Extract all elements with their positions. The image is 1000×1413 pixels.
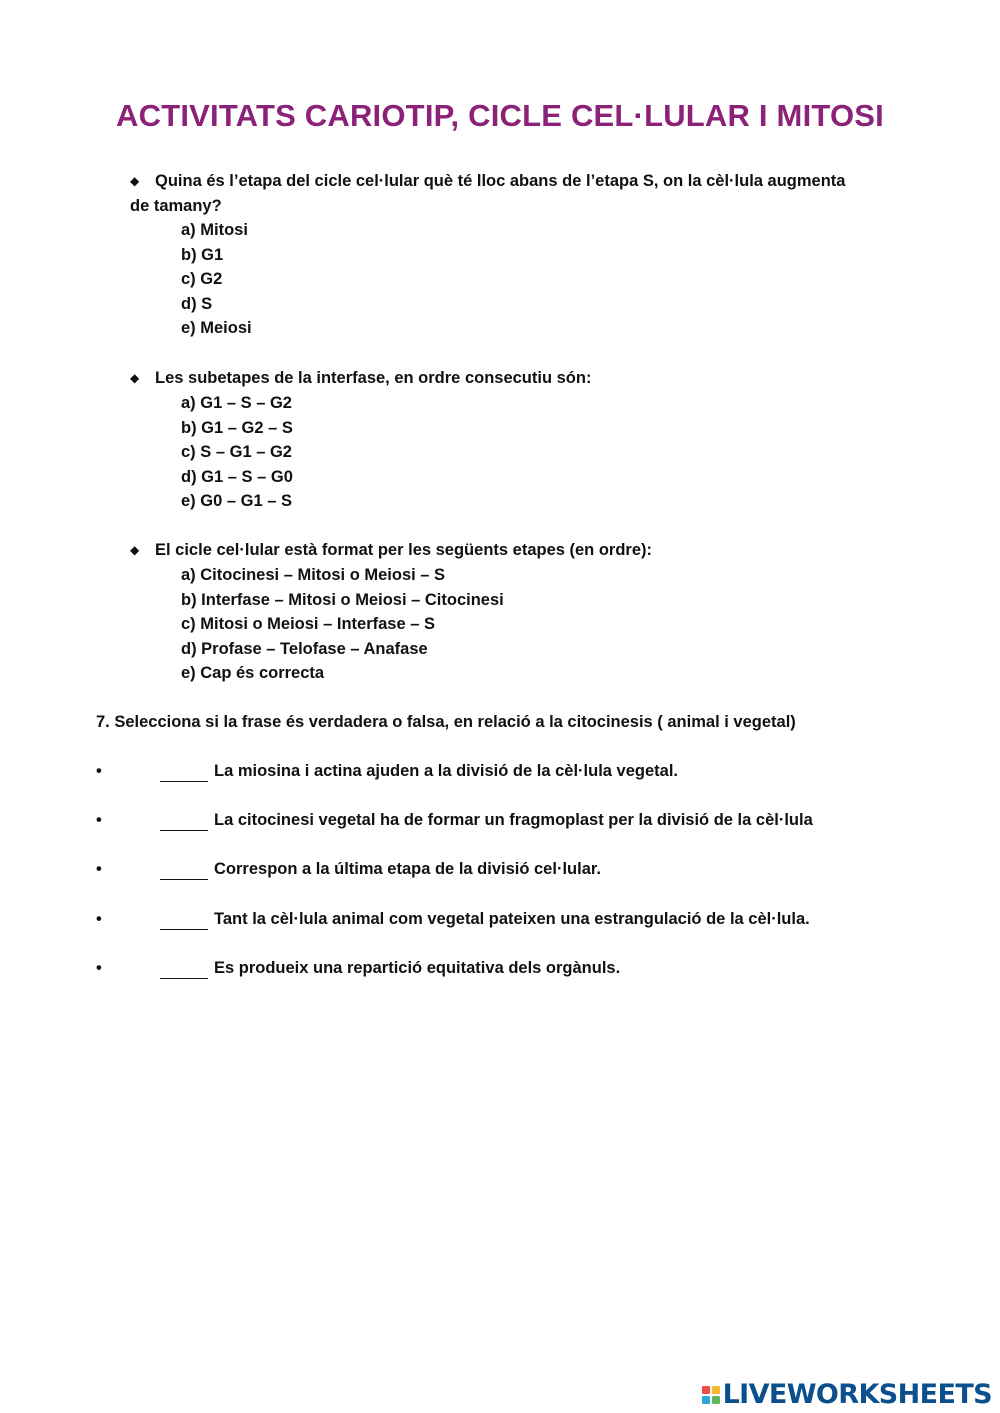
question-1-options — [181, 218, 252, 341]
liveworksheets-watermark[interactable] — [702, 1378, 992, 1412]
logo-square-4 — [712, 1396, 720, 1404]
question-2-options — [181, 391, 293, 514]
answer-blank-1[interactable] — [160, 759, 208, 782]
statement-text: Es produeix una repartició equitativa dels orgànuls. — [214, 958, 621, 977]
question-1-text-cont: de tamany? — [130, 197, 222, 215]
diamond-icon: ◆ — [130, 370, 140, 385]
question-1-text: Quina és l’etapa del cicle cel·lular què té lloc abans de l’etapa S, on la cèl·lula augmenta — [155, 172, 846, 190]
bullet: • — [96, 909, 102, 928]
option-b[interactable]: b) Interfase – Mitosi o Meiosi – Citocinesi — [181, 590, 504, 609]
bullet: • — [96, 811, 102, 830]
option-d[interactable]: d) Profase – Telofase – Anafase — [181, 639, 428, 658]
option-e[interactable]: e) Meiosi — [181, 319, 252, 337]
liveworksheets-logo-icon — [702, 1386, 720, 1404]
answer-blank-2[interactable] — [160, 808, 208, 831]
option-a[interactable]: a) G1 – S – G2 — [181, 394, 292, 412]
logo-square-2 — [712, 1386, 720, 1394]
option-b[interactable]: b) G1 – G2 – S — [181, 418, 293, 437]
diamond-icon: ◆ — [130, 542, 140, 557]
statement-text: La miosina i actina ajuden a la divisió de la cèl·lula vegetal. — [214, 762, 678, 780]
diamond-icon: ◆ — [130, 173, 140, 188]
bullet: • — [96, 762, 102, 780]
question-3-options — [181, 563, 504, 686]
answer-blank-4[interactable] — [160, 907, 208, 930]
bullet: • — [96, 958, 102, 977]
question-3-text: El cicle cel·lular està format per les següents etapes (en ordre): — [155, 541, 653, 559]
question-2 — [130, 366, 591, 391]
option-c[interactable]: c) Mitosi o Meiosi – Interfase – S — [181, 615, 435, 633]
statement-text: La citocinesi vegetal ha de formar un fragmoplast per la divisió de la cèl·lula — [214, 811, 813, 830]
bullet: • — [96, 860, 102, 879]
option-a[interactable]: a) Citocinesi – Mitosi o Meiosi – S — [181, 566, 446, 584]
question-2-text: Les subetapes de la interfase, en ordre consecutiu són: — [155, 369, 592, 387]
answer-blank-3[interactable] — [160, 857, 208, 880]
option-d[interactable]: d) G1 – S – G0 — [181, 467, 293, 486]
watermark-text: LIVEWORKSHEETS — [722, 1379, 992, 1410]
option-a[interactable]: a) Mitosi — [181, 221, 248, 239]
option-e[interactable]: e) G0 – G1 – S — [181, 492, 292, 510]
option-c[interactable]: c) G2 — [181, 270, 223, 288]
page-title: ACTIVITATS CARIOTIP, CICLE CEL·LULAR I MITOSI — [116, 98, 884, 133]
statement-text: Tant la cèl·lula animal com vegetal pateixen una estrangulació de la cèl·lula. — [214, 909, 810, 928]
logo-square-3 — [702, 1396, 710, 1404]
option-e[interactable]: e) Cap és correcta — [181, 664, 325, 682]
option-d[interactable]: d) S — [181, 294, 213, 313]
section-7-heading: 7. Selecciona si la frase és verdadera o falsa, en relació a la citocinesis ( animal i vegetal) — [96, 713, 796, 731]
statement-text: Correspon a la última etapa de la divisió cel·lular. — [214, 860, 601, 879]
question-3 — [130, 538, 652, 563]
logo-square-1 — [702, 1386, 710, 1394]
option-b[interactable]: b) G1 — [181, 245, 224, 264]
answer-blank-5[interactable] — [160, 956, 208, 979]
option-c[interactable]: c) S – G1 – G2 — [181, 443, 292, 461]
question-1 — [130, 169, 845, 194]
